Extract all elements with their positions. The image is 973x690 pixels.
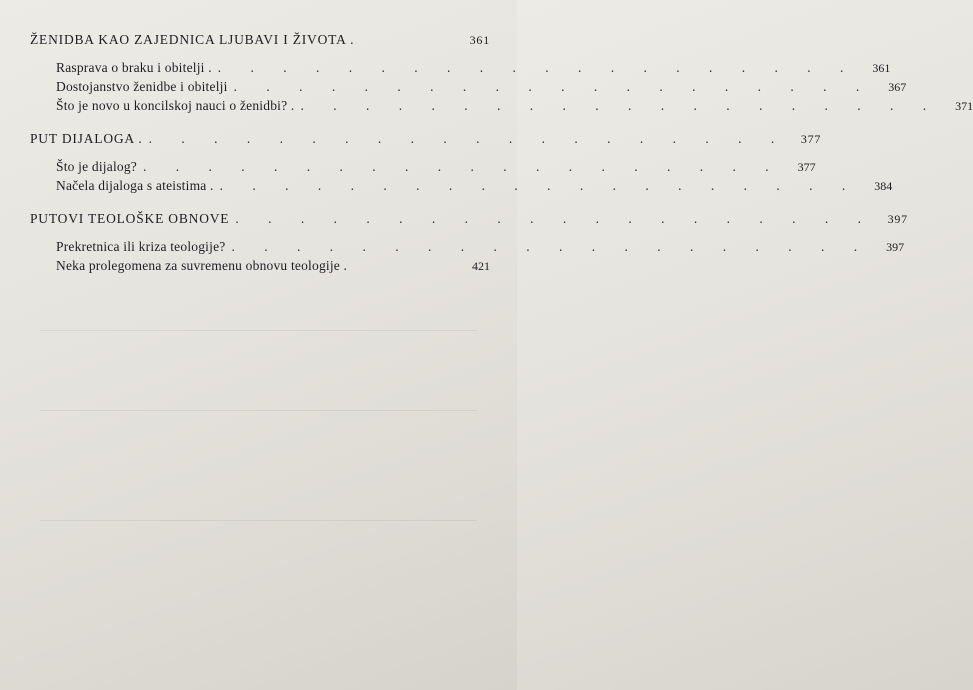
toc-entry-title: Prekretnica ili kriza teologije?: [56, 239, 226, 254]
toc-page-number: 377: [797, 160, 816, 174]
leader-dots: . . . . . . . . . . . . . . . . . . . .: [235, 211, 874, 226]
toc-page-number: 421: [472, 259, 490, 273]
leader-dots: . . . . . . . . . . . . . . . . . . . .: [143, 159, 782, 174]
toc-page-number: 384: [874, 179, 893, 193]
toc-entry-title: Rasprava o braku i obitelji .: [56, 60, 212, 75]
bleed-through-line: [40, 330, 477, 331]
bleed-through-line: [40, 520, 477, 521]
toc-heading-title: PUT DIJALOGA .: [30, 131, 143, 146]
toc-section: [30, 32, 973, 117]
toc-heading: [30, 131, 822, 151]
leader-dots: . . . . . . . . . . . . . . . . . . . .: [148, 131, 788, 146]
toc-section: [30, 131, 893, 197]
toc-section: [30, 211, 908, 277]
toc-entry-title: Što je dijalog?: [56, 159, 137, 174]
leader-dots: . . . . . . . . . . . . . . . . . . . .: [219, 178, 859, 193]
toc-page-number: 371: [955, 99, 973, 113]
toc-heading-title: PUTOVI TEOLOŠKE OBNOVE: [30, 211, 230, 226]
toc-entry: [30, 239, 905, 258]
toc-entry: [30, 60, 891, 79]
toc-heading: [30, 32, 490, 52]
toc-entry: [30, 258, 490, 277]
toc-entry: [30, 98, 973, 117]
toc-entry-title: Načela dijaloga s ateistima .: [56, 178, 214, 193]
toc-page-number: 397: [887, 212, 908, 226]
bleed-through-line: [40, 410, 477, 411]
toc-entry: [30, 159, 816, 178]
table-of-contents: [30, 32, 973, 291]
toc-page-number: 367: [888, 80, 907, 94]
toc-entry: [30, 178, 893, 197]
toc-entry-title: Dostojanstvo ženidbe i obitelji: [56, 79, 228, 94]
toc-entry-title: Što je novo u koncilskoj nauci o ženidbi? .: [56, 98, 295, 113]
toc-entry: [30, 79, 907, 98]
toc-entry-title: Neka prolegomena za suvremenu obnovu teologije .: [56, 258, 348, 273]
leader-dots: . . . . . . . . . . . . . . . . . . . .: [233, 79, 873, 94]
leader-dots: . . . . . . . . . . . . . . . . . . . .: [217, 60, 857, 75]
toc-page-number: 377: [800, 132, 822, 146]
toc-heading: [30, 211, 908, 231]
toc-page-number: 361: [469, 33, 490, 47]
toc-page-number: 397: [886, 240, 905, 254]
leader-dots: . . . . . . . . . . . . . . . . . . . .: [231, 239, 871, 254]
toc-heading-title: ŽENIDBA KAO ZAJEDNICA LJUBAVI I ŽIVOTA .: [30, 32, 355, 47]
toc-page-number: 361: [872, 61, 891, 75]
leader-dots: . . . . . . . . . . . . . . . . . . . .: [300, 98, 940, 113]
